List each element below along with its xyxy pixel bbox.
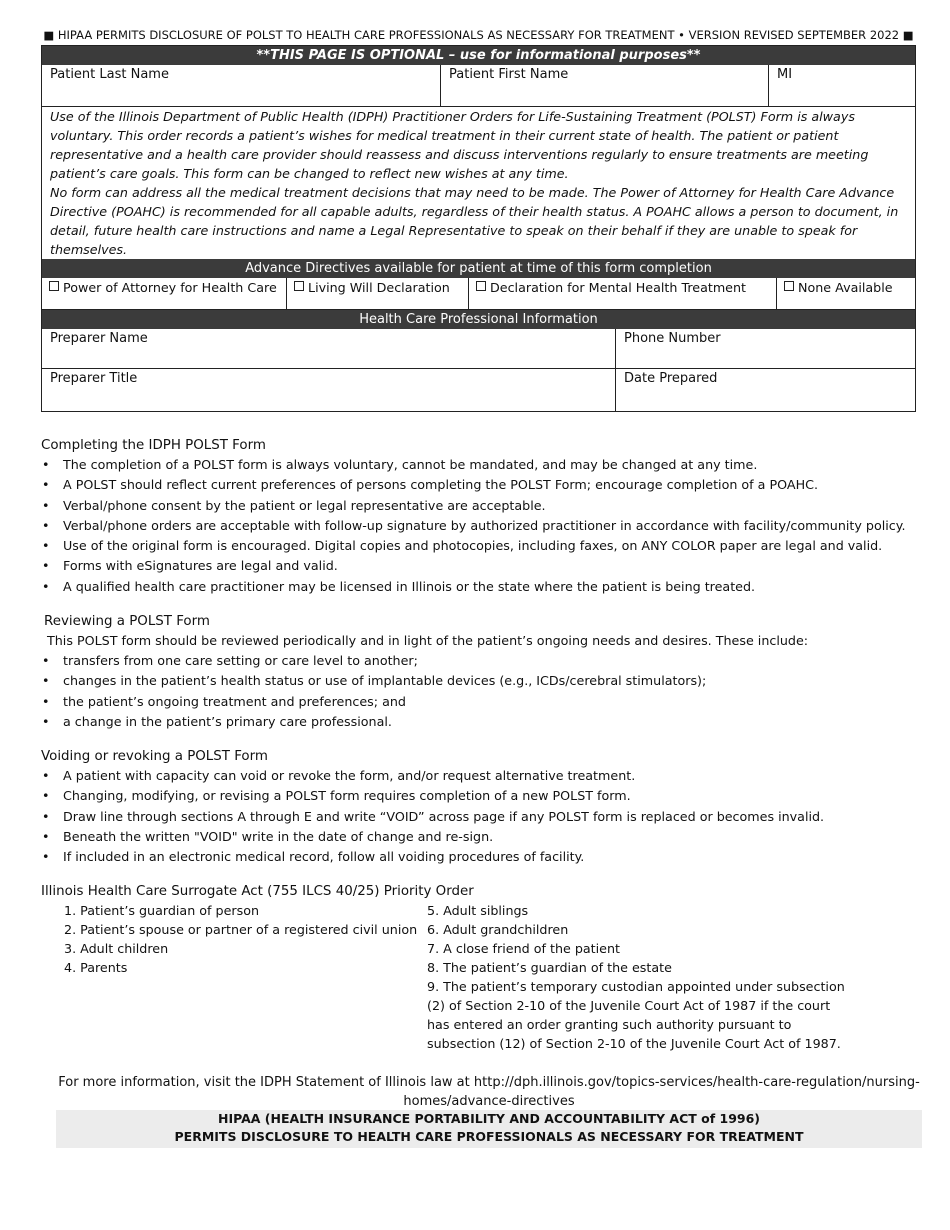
date-prepared-label: Date Prepared xyxy=(624,371,718,386)
priority-item: 7. A close friend of the patient xyxy=(427,941,620,956)
checkbox-label: None Available xyxy=(798,280,893,295)
preparer-row-2 xyxy=(42,368,915,411)
checkbox-icon xyxy=(784,281,794,291)
surrogate-priority-order xyxy=(41,901,921,1053)
priority-column-2 xyxy=(427,901,857,1053)
polst-form-box xyxy=(41,45,916,412)
patient-first-name-label: Patient First Name xyxy=(449,67,569,82)
checkbox-poa-health-care[interactable] xyxy=(42,278,286,309)
checkbox-none-available[interactable] xyxy=(776,278,915,309)
completing-section xyxy=(41,436,921,597)
priority-item: 3. Adult children xyxy=(64,941,169,956)
priority-item: 8. The patient’s guardian of the estate xyxy=(427,960,672,975)
preparer-name-label: Preparer Name xyxy=(50,331,148,346)
reviewing-list xyxy=(41,651,921,732)
top-banner: ■ HIPAA PERMITS DISCLOSURE OF POLST TO HEALTH CARE PROFESSIONALS AS NECESSARY FOR TREATMENT • VERSION REVISED SEPTEMBER 2022 ■ xyxy=(43,28,914,42)
surrogate-section xyxy=(41,882,921,1053)
list-item: • transfers from one care setting or care level to another; xyxy=(41,651,921,671)
checkbox-mental-health[interactable] xyxy=(468,278,776,309)
checkbox-icon xyxy=(476,281,486,291)
list-item: • a change in the patient’s primary care professional. xyxy=(41,712,921,732)
preparer-row-1 xyxy=(42,329,915,368)
voiding-section xyxy=(41,747,921,867)
advance-directives-row xyxy=(42,278,915,309)
list-item: • Verbal/phone consent by the patient or legal representative are acceptable. xyxy=(41,496,921,516)
list-item: • Beneath the written "VOID" write in the date of change and re-sign. xyxy=(41,827,921,847)
patient-name-row xyxy=(42,65,915,106)
list-item: • If included in an electronic medical record, follow all voiding procedures of facility. xyxy=(41,847,921,867)
patient-last-name-label: Patient Last Name xyxy=(50,67,169,82)
list-item: • A POLST should reflect current preferences of persons completing the POLST Form; encourage completion of a POAHC. xyxy=(41,475,921,495)
list-item: • Forms with eSignatures are legal and valid. xyxy=(41,556,921,576)
list-item: • A patient with capacity can void or revoke the form, and/or request alternative treatment. xyxy=(41,766,921,786)
priority-item: 6. Adult grandchildren xyxy=(427,922,569,937)
preparer-name-field[interactable] xyxy=(42,329,615,368)
checkbox-icon xyxy=(294,281,304,291)
list-item: • Use of the original form is encouraged. Digital copies and photocopies, including faxes, on ANY COLOR paper are legal and valid. xyxy=(41,536,921,556)
completing-list xyxy=(41,455,921,597)
hipaa-line-1: HIPAA (HEALTH INSURANCE PORTABILITY AND ACCOUNTABILITY ACT of 1996) xyxy=(217,1111,761,1126)
advance-directives-header: Advance Directives available for patient at time of this form completion xyxy=(42,259,915,278)
priority-column-1 xyxy=(41,901,427,1053)
optional-banner: **THIS PAGE IS OPTIONAL – use for informational purposes** xyxy=(42,46,915,65)
date-prepared-field[interactable] xyxy=(615,369,915,411)
list-item: • Verbal/phone orders are acceptable with follow-up signature by authorized practitioner in accordance with facility/community policy. xyxy=(41,516,921,536)
completing-title: Completing the IDPH POLST Form xyxy=(41,438,266,453)
priority-item: 5. Adult siblings xyxy=(427,903,529,918)
voiding-title: Voiding or revoking a POLST Form xyxy=(41,749,268,764)
intro-paragraph-2: No form can address all the medical treatment decisions that may need to be made. The Power of Attorney for Health Care Advance Directive (POAHC) is recommended for all capable adults, regardless of their health status. A POAHC allows a person to document, in detail, future health care instructions and name a Legal Representative to speak on their behalf if they are unable to speak for themselves. xyxy=(50,185,899,257)
surrogate-title: Illinois Health Care Surrogate Act (755 ILCS 40/25) Priority Order xyxy=(41,884,474,899)
phone-number-label: Phone Number xyxy=(624,331,721,346)
reviewing-title: Reviewing a POLST Form xyxy=(44,614,210,629)
intro-paragraph-1: Use of the Illinois Department of Public Health (IDPH) Practitioner Orders for Life-Sustaining Treatment (POLST) Form is always voluntary. This order records a patient’s wishes for medical treatment in their current state of health. The patient or patient representative and a health care provider should reassess and discuss interventions regularly to ensure treatments are meeting patient’s care goals. This form can be changed to reflect new wishes at any time. xyxy=(50,109,869,181)
patient-last-name-field[interactable] xyxy=(42,65,440,106)
priority-item: 4. Parents xyxy=(64,960,128,975)
checkbox-living-will[interactable] xyxy=(286,278,468,309)
checkbox-icon xyxy=(49,281,59,291)
hcp-header: Health Care Professional Information xyxy=(42,309,915,329)
reviewing-intro: This POLST form should be reviewed periodically and in light of the patient’s ongoing needs and desires. These include: xyxy=(47,633,809,648)
preparer-title-label: Preparer Title xyxy=(50,371,138,386)
checkbox-label: Power of Attorney for Health Care xyxy=(63,280,277,295)
hipaa-line-2: PERMITS DISCLOSURE TO HEALTH CARE PROFESSIONALS AS NECESSARY FOR TREATMENT xyxy=(174,1129,804,1144)
list-item: • The completion of a POLST form is always voluntary, cannot be mandated, and may be changed at any time. xyxy=(41,455,921,475)
reviewing-section xyxy=(41,612,921,732)
priority-item: 1. Patient’s guardian of person xyxy=(64,903,260,918)
preparer-title-field[interactable] xyxy=(42,369,615,411)
checkbox-label: Living Will Declaration xyxy=(308,280,450,295)
list-item: • Draw line through sections A through E and write “VOID” across page if any POLST form is replaced or becomes invalid. xyxy=(41,807,921,827)
patient-first-name-field[interactable] xyxy=(440,65,768,106)
voiding-list xyxy=(41,766,921,867)
list-item: • changes in the patient’s health status or use of implantable devices (e.g., ICDs/cerebral stimulators); xyxy=(41,671,921,691)
patient-mi-label: MI xyxy=(777,67,793,82)
priority-item: 9. The patient’s temporary custodian appointed under subsection (2) of Section 2-10 of the Juvenile Court Act of 1987 if the court has entered an order granting such authority pursuant to subsection (12) of Section 2-10 of the Juvenile Court Act of 1987. xyxy=(427,979,845,1051)
intro-text xyxy=(42,106,915,259)
checkbox-label: Declaration for Mental Health Treatment xyxy=(490,280,747,295)
phone-number-field[interactable] xyxy=(615,329,915,368)
list-item: • the patient’s ongoing treatment and preferences; and xyxy=(41,692,921,712)
hipaa-footer-box xyxy=(56,1110,922,1148)
priority-item: 2. Patient’s spouse or partner of a registered civil union xyxy=(64,922,418,937)
patient-mi-field[interactable] xyxy=(768,65,915,106)
more-info-text: For more information, visit the IDPH Statement of Illinois law at http://dph.illinois.gov/topics-services/health-care-regulation/nursing-homes/advance-directives xyxy=(58,1075,920,1109)
list-item: • A qualified health care practitioner may be licensed in Illinois or the state where the patient is being treated. xyxy=(41,577,921,597)
list-item: • Changing, modifying, or revising a POLST form requires completion of a new POLST form. xyxy=(41,786,921,806)
